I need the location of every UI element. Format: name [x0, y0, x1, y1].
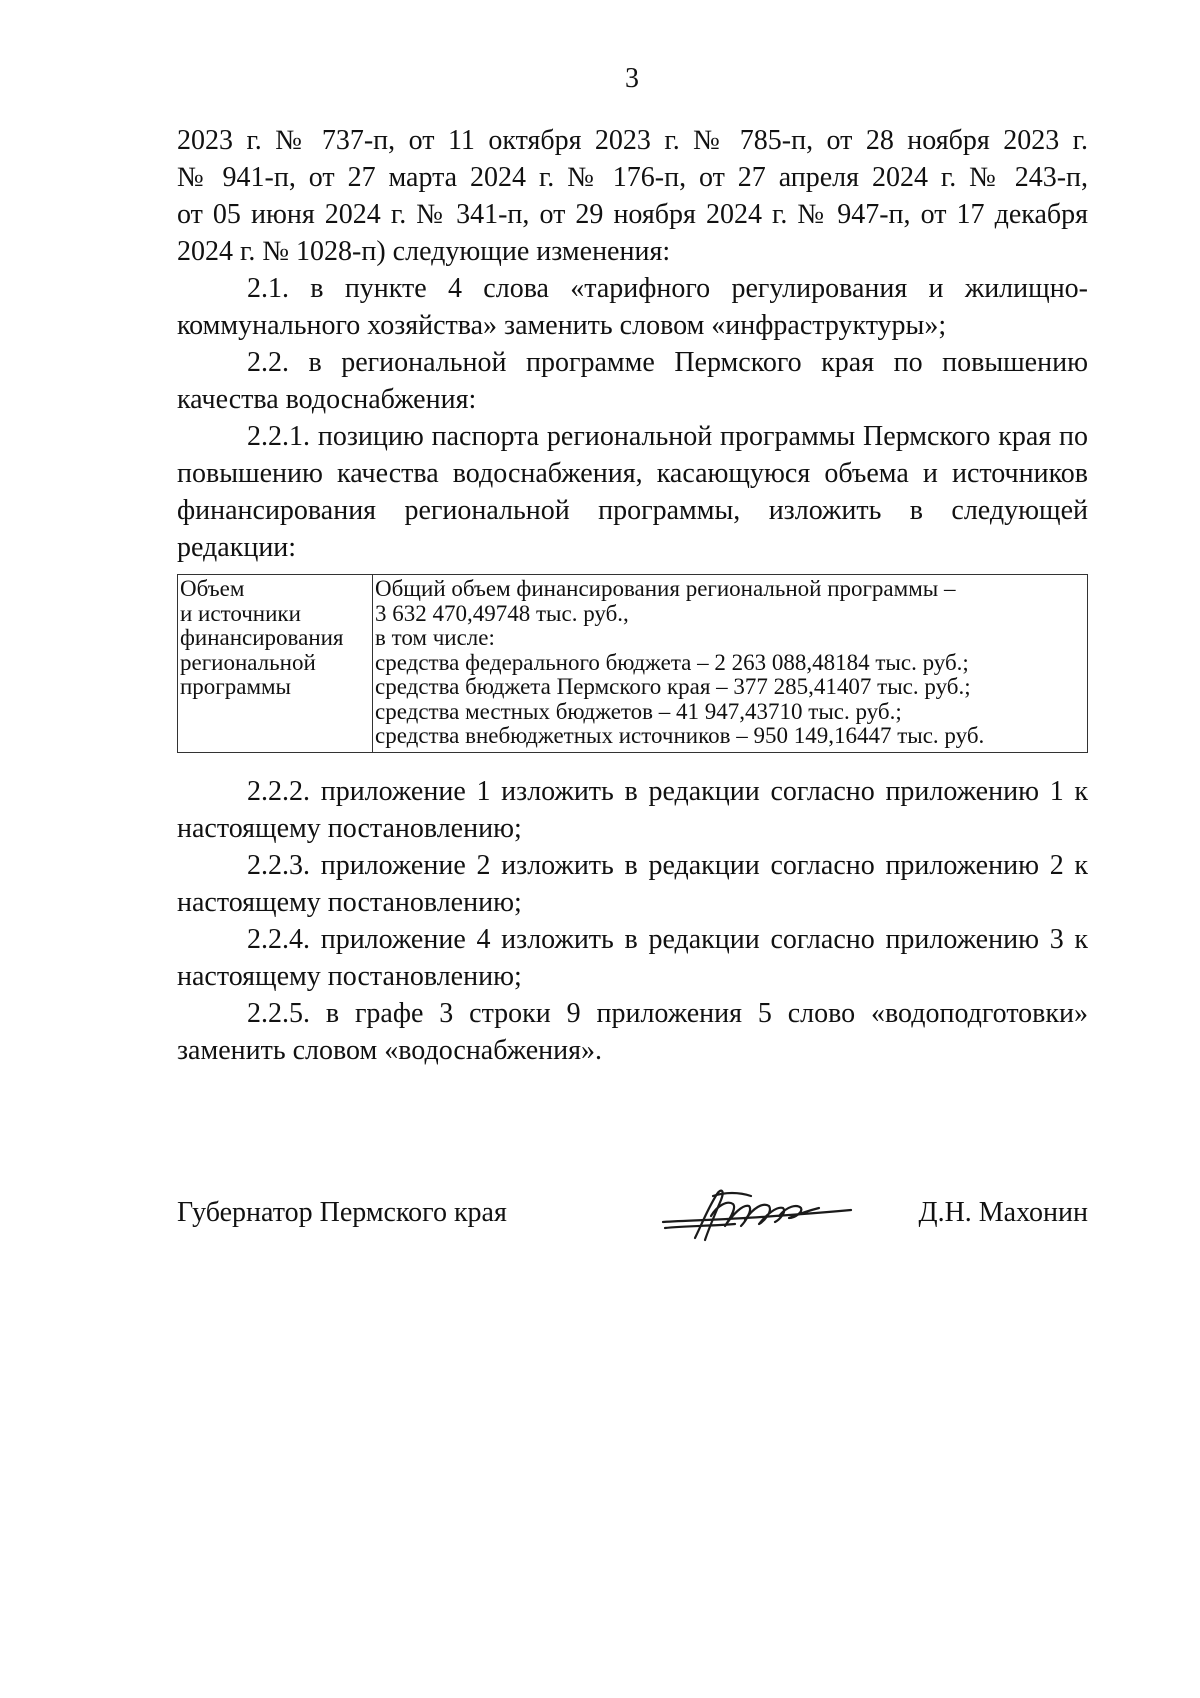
label-line: региональной	[180, 649, 316, 675]
signer-title: Губернатор Пермского края	[177, 1197, 507, 1228]
paragraph-2-1: 2.1. в пункте 4 слова «тарифного регулирования и жилищно-коммунального хозяйства» заменить словом «инфраструктуры»;	[177, 273, 1088, 341]
paragraph-2-2-1: 2.2.1. позицию паспорта региональной программы Пермского края по повышению качества водоснабжения, касающуюся объема и источников финансирования региональной программы, изложить в следующей редакции:	[177, 421, 1088, 563]
value-line: Общий объем финансирования региональной программы –	[375, 576, 956, 601]
paragraph-2-2: 2.2. в региональной программе Пермского края по повышению качества водоснабжения:	[177, 347, 1088, 415]
label-line: Объем	[180, 576, 245, 601]
paragraph-2-2-3: 2.2.3. приложение 2 изложить в редакции согласно приложению 2 к настоящему постановлению;	[177, 849, 1088, 918]
label-line: программы	[180, 674, 292, 699]
value-line: средства внебюджетных источников – 950 149,16447 тыс. руб.	[375, 723, 985, 748]
intro-line-4: 2024 г. № 1028-п) следующие изменения:	[177, 236, 671, 267]
label-line: финансирования	[180, 625, 344, 650]
value-line: в том числе:	[375, 625, 495, 650]
value-line: средства местных бюджетов – 41 947,43710 тыс. руб.;	[375, 698, 902, 724]
passport-table	[177, 574, 1088, 753]
table-label-cell	[178, 575, 373, 753]
passport-table-row	[178, 575, 1088, 753]
table-value-cell	[373, 575, 1088, 753]
value-line: средства федерального бюджета – 2 263 088,48184 тыс. руб.;	[375, 649, 969, 675]
paragraph-2-2-2: 2.2.2. приложение 1 изложить в редакции согласно приложению 1 к настоящему постановлению;	[177, 775, 1088, 844]
signature-icon	[655, 1176, 855, 1256]
intro-line-3: от 05 июня 2024 г. № 341-п, от 29 ноября 2024 г. № 947-п, от 17 декабря	[177, 199, 1088, 230]
label-line: и источники	[180, 600, 301, 626]
document-body	[177, 122, 1088, 1069]
signer-name: Д.Н. Махонин	[918, 1197, 1088, 1228]
intro-line-1: 2023 г. № 737-п, от 11 октября 2023 г. № 785-п, от 28 ноября 2023 г.	[177, 125, 1088, 156]
paragraph-2-2-4: 2.2.4. приложение 4 изложить в редакции согласно приложению 3 к настоящему постановлению;	[177, 923, 1088, 992]
page-number: 3	[625, 63, 639, 94]
value-line: 3 632 470,49748 тыс. руб.,	[375, 600, 629, 626]
value-line: средства бюджета Пермского края – 377 285,41407 тыс. руб.;	[375, 674, 971, 699]
intro-line-2: № 941-п, от 27 марта 2024 г. № 176-п, от 27 апреля 2024 г. № 243-п,	[177, 162, 1088, 193]
paragraph-2-2-5: 2.2.5. в графе 3 строки 9 приложения 5 слово «водоподготовки» заменить словом «водоснабжения».	[177, 997, 1088, 1066]
signature-block	[177, 1188, 1088, 1248]
